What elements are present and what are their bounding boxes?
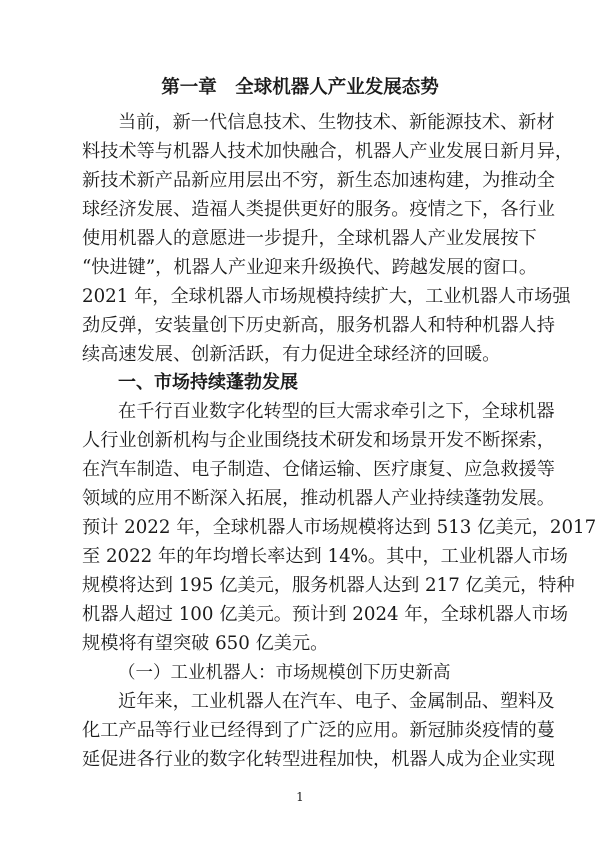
paragraph-line: 领域的应用不断深入拓展，推动机器人产业持续蓬勃发展。 (82, 488, 555, 509)
paragraph-line: 预计 2022 年，全球机器人市场规模将达到 513 亿美元，2017 (82, 517, 597, 538)
paragraph-line: 近年来，工业机器人在汽车、电子、金属制品、塑料及 (118, 691, 555, 712)
paragraph-line: 至 2022 年的年均增长率达到 14%。其中，工业机器人市场 (82, 546, 568, 567)
paragraph-line: 延促进各行业的数字化转型进程加快，机器人成为企业实现 (82, 749, 555, 770)
paragraph-line: 在汽车制造、电子制造、仓储运输、医疗康复、应急救援等 (82, 459, 555, 480)
page-number: 1 (296, 790, 304, 804)
paragraph-line: 2021 年，全球机器人市场规模持续扩大，工业机器人市场强 (82, 286, 571, 307)
paragraph-line: 劲反弹，安装量创下历史新高，服务机器人和特种机器人持 (82, 315, 555, 336)
paragraph-line: 规模将达到 195 亿美元，服务机器人达到 217 亿美元，特种 (82, 575, 575, 596)
paragraph-line: “快进键”，机器人产业迎来升级换代、跨越发展的窗口。 (82, 257, 538, 278)
paragraph-line: 球经济发展、造福人类提供更好的服务。疫情之下，各行业 (82, 199, 555, 220)
section-heading: 一、市场持续蓬勃发展 (118, 372, 298, 393)
paragraph-line: 续高速发展、创新活跃，有力促进全球经济的回暖。 (82, 344, 501, 365)
paragraph-line: 使用机器人的意愿进一步提升，全球机器人产业发展按下 (82, 228, 537, 249)
paragraph-line: 人行业创新机构与企业围绕技术研发和场景开发不断探索， (82, 430, 555, 451)
paragraph-line: 料技术等与机器人技术加快融合，机器人产业发展日新月异， (82, 141, 574, 162)
chapter-title: 第一章 全球机器人产业发展态势 (161, 77, 439, 98)
paragraph-line: 新技术新产品新应用层出不穷，新生态加速构建，为推动全 (82, 170, 555, 191)
paragraph-line: 在千行百业数字化转型的巨大需求牵引之下，全球机器 (118, 401, 555, 422)
paragraph-line: 规模将有望突破 650 亿美元。 (82, 633, 329, 654)
subsection-heading: （一）工业机器人：市场规模创下历史新高 (118, 663, 451, 683)
paragraph-line: 化工产品等行业已经得到了广泛的应用。新冠肺炎疫情的蔓 (82, 720, 555, 741)
paragraph-line: 机器人超过 100 亿美元。预计到 2024 年，全球机器人市场 (82, 604, 569, 625)
paragraph-line: 当前，新一代信息技术、生物技术、新能源技术、新材 (118, 112, 555, 133)
